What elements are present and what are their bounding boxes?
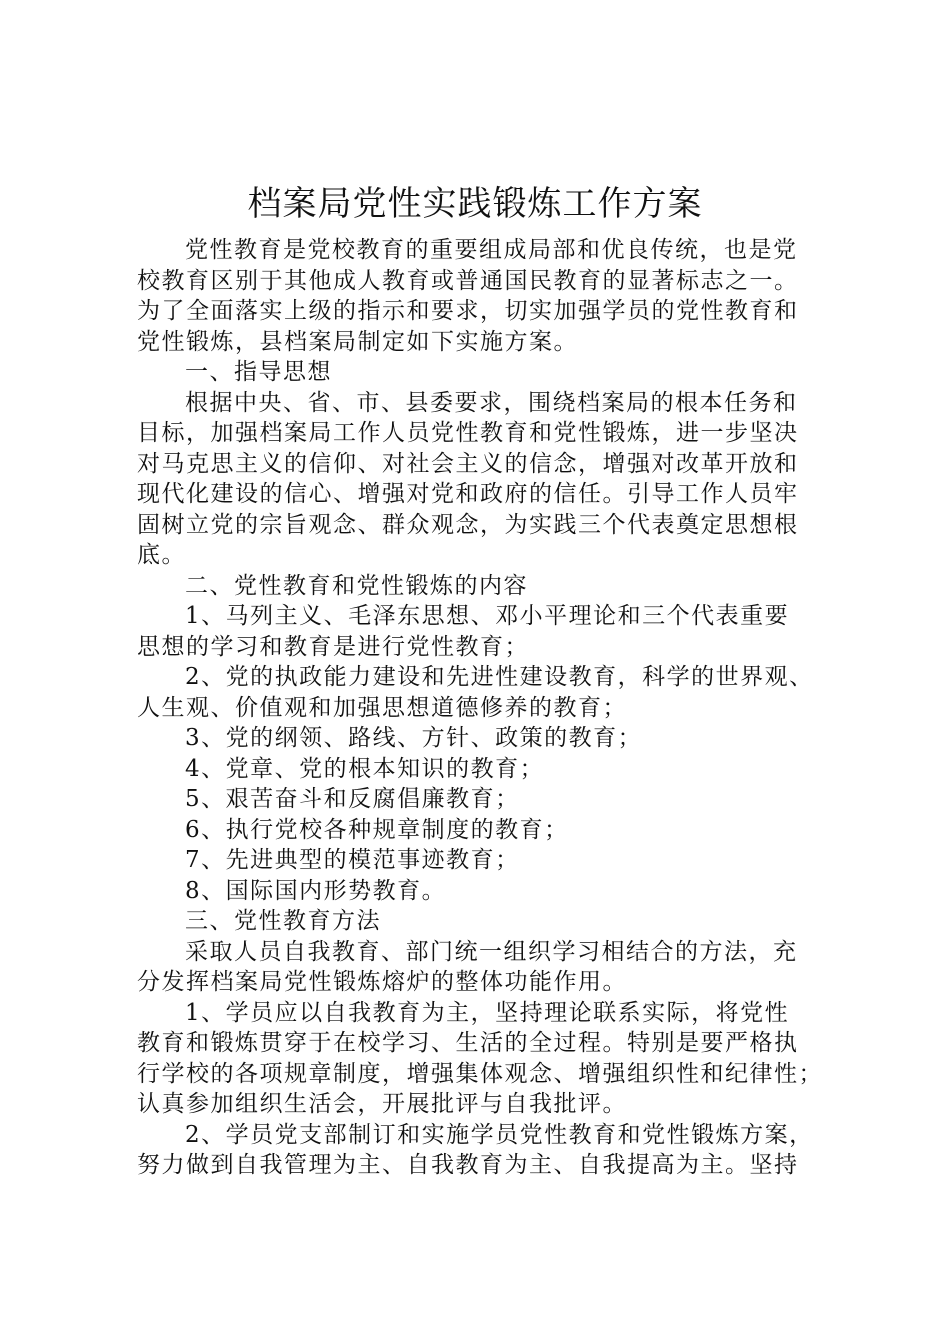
body-line: 努力做到自我管理为主、自我教育为主、自我提高为主。坚持 (137, 1152, 799, 1178)
body-line: 2、党的执政能力建设和先进性建设教育，科学的世界观、 (185, 664, 814, 690)
body-line: 校教育区别于其他成人教育或普通国民教育的显著标志之一。 (137, 267, 799, 294)
body-line: 认真参加组织生活会，开展批评与自我批评。 (137, 1091, 627, 1117)
body-line: 二、党性教育和党性锻炼的内容 (185, 572, 528, 599)
document-title: 档案局党性实践锻炼工作方案 (247, 184, 703, 224)
body-line: 1、学员应以自我教育为主，坚持理论联系实际，将党性 (185, 999, 790, 1026)
body-line: 对马克思主义的信仰、对社会主义的信念，增强对改革开放和 (137, 450, 799, 477)
body-line: 分发挥档案局党性锻炼熔炉的整体功能作用。 (137, 969, 627, 995)
body-line: 三、党性教育方法 (185, 908, 381, 934)
body-line: 8、国际国内形势教育。 (185, 877, 447, 904)
body-line: 为了全面落实上级的指示和要求，切实加强学员的党性教育和 (137, 298, 799, 324)
body-line: 党性锻炼，县档案局制定如下实施方案。 (137, 328, 578, 355)
body-line: 6、执行党校各种规章制度的教育； (185, 816, 569, 843)
body-line: 教育和锻炼贯穿于在校学习、生活的全过程。特别是要严格执 (137, 1030, 799, 1056)
body-line: 党性教育是党校教育的重要组成局部和优良传统，也是党 (185, 237, 798, 263)
body-line: 思想的学习和教育是进行党性教育； (137, 633, 529, 660)
body-line: 根据中央、省、市、县委要求，围绕档案局的根本任务和 (185, 389, 798, 416)
body-line: 一、指导思想 (185, 359, 332, 385)
body-line: 现代化建设的信心、增强对党和政府的信任。引导工作人员牢 (137, 481, 799, 507)
document-body (137, 235, 827, 1181)
body-line: 5、艰苦奋斗和反腐倡廉教育； (185, 786, 520, 812)
body-line: 人生观、价值观和加强思想道德修养的教育； (137, 694, 627, 721)
body-line: 底。 (137, 542, 186, 568)
body-line: 行学校的各项规章制度，增强集体观念、增强组织性和纪律性； (137, 1060, 823, 1087)
body-line: 2、学员党支部制订和实施学员党性教育和党性锻炼方案， (185, 1121, 814, 1148)
body-line: 4、党章、党的根本知识的教育； (185, 755, 545, 782)
body-line: 3、党的纲领、路线、方针、政策的教育； (185, 725, 643, 751)
body-line: 采取人员自我教育、部门统一组织学习相结合的方法，充 (185, 938, 798, 965)
body-line: 7、先进典型的模范事迹教育； (185, 847, 520, 873)
body-line: 目标，加强档案局工作人员党性教育和党性锻炼，进一步坚决 (137, 420, 799, 446)
body-line: 1、马列主义、毛泽东思想、邓小平理论和三个代表重要 (185, 603, 790, 629)
body-line: 固树立党的宗旨观念、群众观念，为实践三个代表奠定思想根 (137, 511, 799, 538)
